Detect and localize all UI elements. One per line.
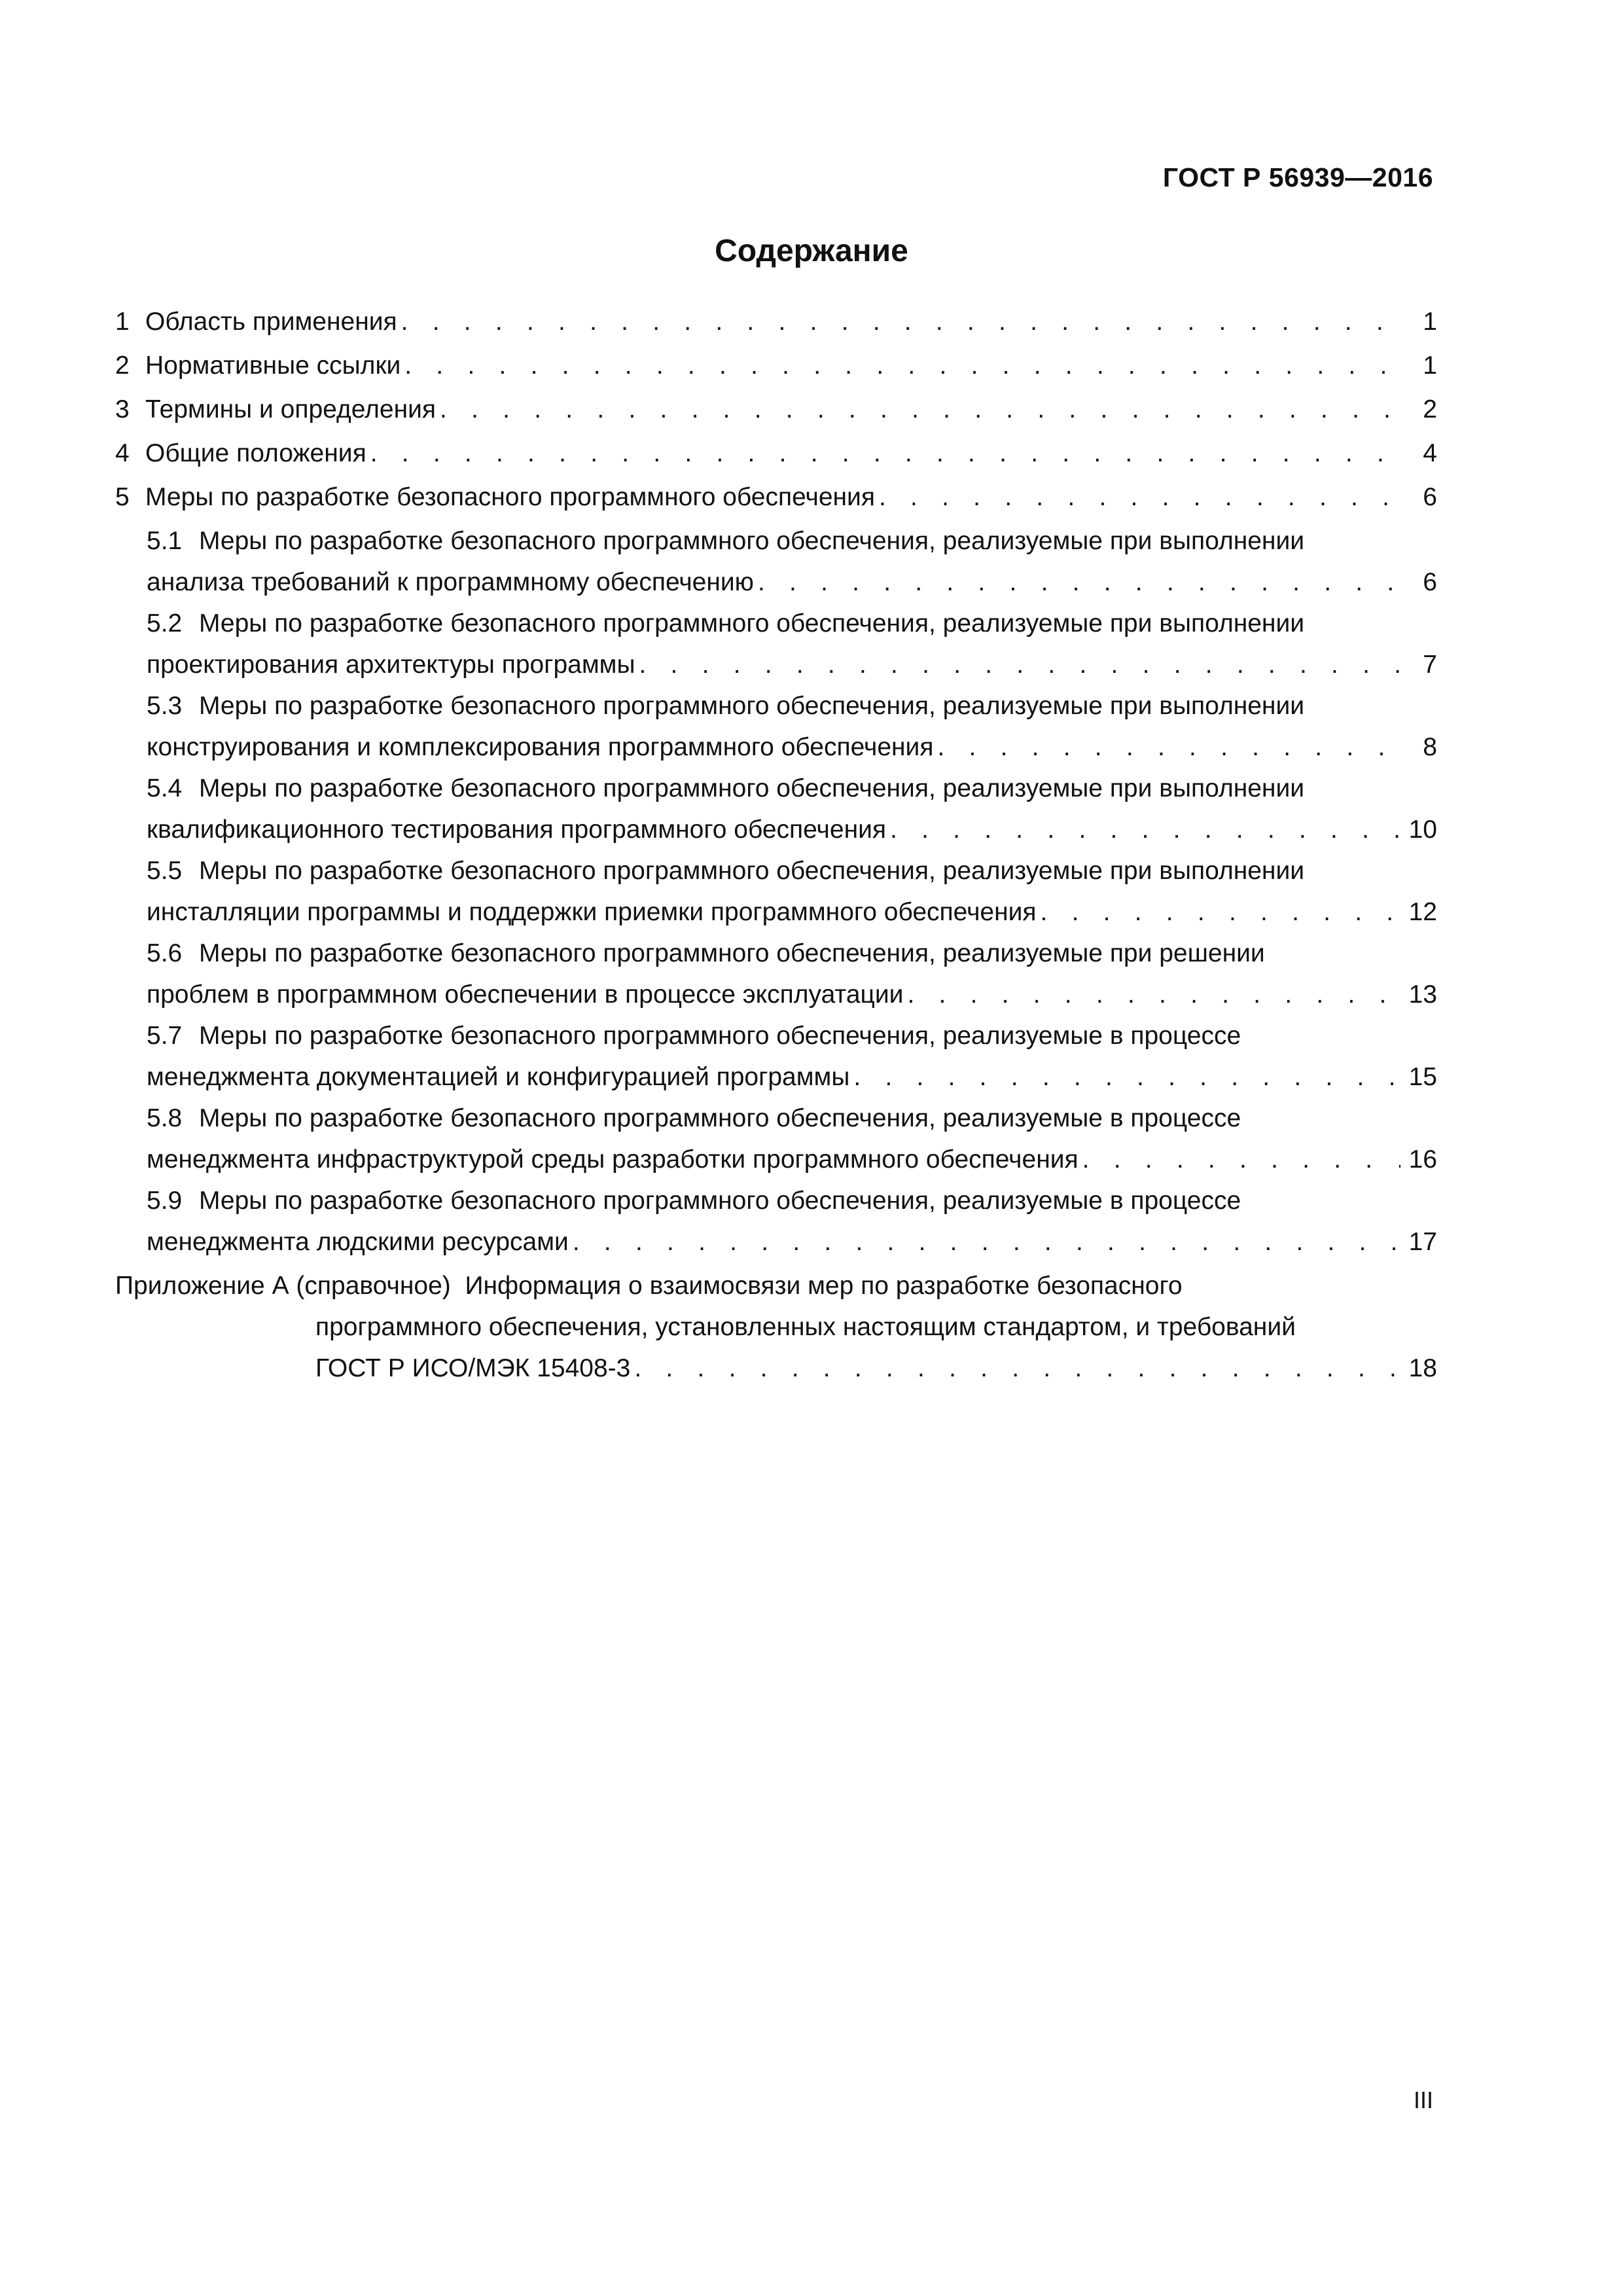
toc-entry-page: 6: [1423, 568, 1437, 596]
appendix-label: Приложение А (справочное): [115, 1272, 451, 1300]
toc-entry-page: 15: [1408, 1063, 1437, 1091]
dot-leader: [1041, 891, 1400, 933]
toc-entry-number: 5.8: [147, 1104, 183, 1132]
toc-entry-5[interactable]: [115, 476, 1437, 518]
toc-entry-5-3[interactable]: [115, 685, 1437, 768]
toc-entry-5-5[interactable]: [115, 850, 1437, 933]
toc-entry-title-line-2: проектирования архитектуры программы: [147, 651, 635, 679]
toc-entry-title-line-2: менеджмента людскими ресурсами: [147, 1228, 569, 1256]
toc-entry-title-line-2: анализа требований к программному обеспечению: [147, 568, 754, 596]
toc-entry-1[interactable]: [115, 301, 1437, 342]
document-code: ГОСТ Р 56939—2016: [1162, 162, 1433, 192]
toc-entry-5-9[interactable]: [115, 1180, 1437, 1263]
toc-entry-title-line-2: менеджмента инфраструктурой среды разработки программного обеспечения: [147, 1145, 1079, 1174]
dot-leader: [634, 1348, 1400, 1389]
toc-entry-title-line-1: Меры по разработке безопасного программного обеспечения, реализуемые при выполнении: [199, 609, 1305, 637]
toc-entry-title-line-1: Меры по разработке безопасного программного обеспечения, реализуемые в процессе: [199, 1104, 1241, 1132]
toc-entry-title: Нормативные ссылки: [145, 351, 401, 380]
toc-entry-page: 1: [1423, 308, 1437, 336]
toc-entry-page: 17: [1408, 1228, 1437, 1256]
toc-entry-page: 13: [1408, 980, 1437, 1009]
toc-entry-number: 5.5: [147, 857, 183, 885]
toc-entry-5-1[interactable]: [115, 520, 1437, 603]
toc-entry-2[interactable]: [115, 345, 1437, 386]
toc-entry-appendix-a[interactable]: [115, 1265, 1437, 1389]
toc-entry-title-line-2: квалификационного тестирования программного обеспечения: [147, 816, 887, 844]
toc-entry-page: 2: [1423, 395, 1437, 423]
dot-leader: [639, 644, 1400, 685]
appendix-title-line-1: Информация о взаимосвязи мер по разработке безопасного: [465, 1272, 1183, 1300]
dot-leader: [370, 433, 1400, 474]
toc-entry-title: Термины и определения: [145, 395, 437, 423]
toc-entry-title-line-2: конструирования и комплексирования программного обеспечения: [147, 733, 934, 761]
dot-leader: [937, 726, 1400, 768]
toc-entry-number: 4: [115, 439, 130, 467]
dot-leader: [573, 1221, 1400, 1263]
toc-entry-title-line-1: Меры по разработке безопасного программного обеспечения, реализуемые при выполнении: [199, 774, 1305, 802]
toc-entry-title: Меры по разработке безопасного программного обеспечения: [145, 483, 875, 511]
toc-entry-number: 1: [115, 308, 130, 336]
toc-entry-number: 5.1: [147, 527, 183, 555]
dot-leader: [907, 974, 1400, 1015]
toc-entry-number: 5.7: [147, 1022, 183, 1050]
toc-entry-5-6[interactable]: [115, 933, 1437, 1015]
toc-entry-title-line-1: Меры по разработке безопасного программного обеспечения, реализуемые при выполнении: [199, 527, 1305, 555]
toc-entry-page: 4: [1423, 439, 1437, 467]
toc-entry-number: 5: [115, 483, 130, 511]
toc-entry-5-2[interactable]: [115, 603, 1437, 685]
toc-entry-5-4[interactable]: [115, 768, 1437, 850]
toc-entry-title-line-1: Меры по разработке безопасного программного обеспечения, реализуемые в процессе: [199, 1187, 1241, 1215]
toc-entry-title-line-1: Меры по разработке безопасного программного обеспечения, реализуемые при выполнении: [199, 692, 1305, 720]
toc-entry-title-line-1: Меры по разработке безопасного программного обеспечения, реализуемые в процессе: [199, 1022, 1241, 1050]
toc-entry-number: 5.9: [147, 1187, 183, 1215]
toc-entry-page: 18: [1408, 1354, 1437, 1382]
toc-entry-number: 5.2: [147, 609, 183, 637]
dot-leader: [890, 809, 1400, 850]
toc-entry-page: 16: [1408, 1145, 1437, 1174]
toc-entry-page: 10: [1408, 816, 1437, 844]
toc-entry-title-line-1: Меры по разработке безопасного программного обеспечения, реализуемые при выполнении: [199, 857, 1305, 885]
toc-entry-title-line-2: инсталляции программы и поддержки приемки программного обеспечения: [147, 898, 1037, 926]
toc-entry-5-8[interactable]: [115, 1098, 1437, 1180]
toc-entry-page: 7: [1423, 651, 1437, 679]
appendix-title-line-2: программного обеспечения, установленных настоящим стандартом, и требований: [315, 1313, 1296, 1341]
toc-entry-number: 3: [115, 395, 130, 423]
toc-entry-5-7[interactable]: [115, 1015, 1437, 1098]
toc-entry-number: 5.6: [147, 939, 183, 967]
dot-leader: [879, 476, 1400, 518]
toc-entry-page: 12: [1408, 898, 1437, 926]
table-of-contents: [115, 301, 1437, 1389]
toc-entry-page: 6: [1423, 483, 1437, 511]
dot-leader: [853, 1056, 1400, 1098]
dot-leader: [401, 301, 1400, 342]
toc-entry-page: 1: [1423, 351, 1437, 380]
toc-entry-number: 5.4: [147, 774, 183, 802]
page-number: III: [1413, 2087, 1433, 2113]
toc-entry-title: Общие положения: [145, 439, 366, 467]
toc-entry-title-line-1: Меры по разработке безопасного программного обеспечения, реализуемые при решении: [199, 939, 1265, 967]
dot-leader: [758, 562, 1400, 603]
dot-leader: [440, 389, 1400, 430]
appendix-title-line-3: ГОСТ Р ИСО/МЭК 15408-3: [315, 1354, 631, 1382]
toc-entry-4[interactable]: [115, 433, 1437, 474]
toc-entry-title-line-2: проблем в программном обеспечении в процессе эксплуатации: [147, 980, 904, 1009]
toc-entry-3[interactable]: [115, 389, 1437, 430]
toc-entry-page: 8: [1423, 733, 1437, 761]
toc-entry-title-line-2: менеджмента документацией и конфигурацией программы: [147, 1063, 850, 1091]
dot-leader: [404, 345, 1400, 386]
dot-leader: [1082, 1139, 1400, 1180]
toc-entry-title: Область применения: [145, 308, 397, 336]
toc-entry-number: 5.3: [147, 692, 183, 720]
toc-entry-number: 2: [115, 351, 130, 380]
toc-title: Содержание: [715, 234, 908, 268]
